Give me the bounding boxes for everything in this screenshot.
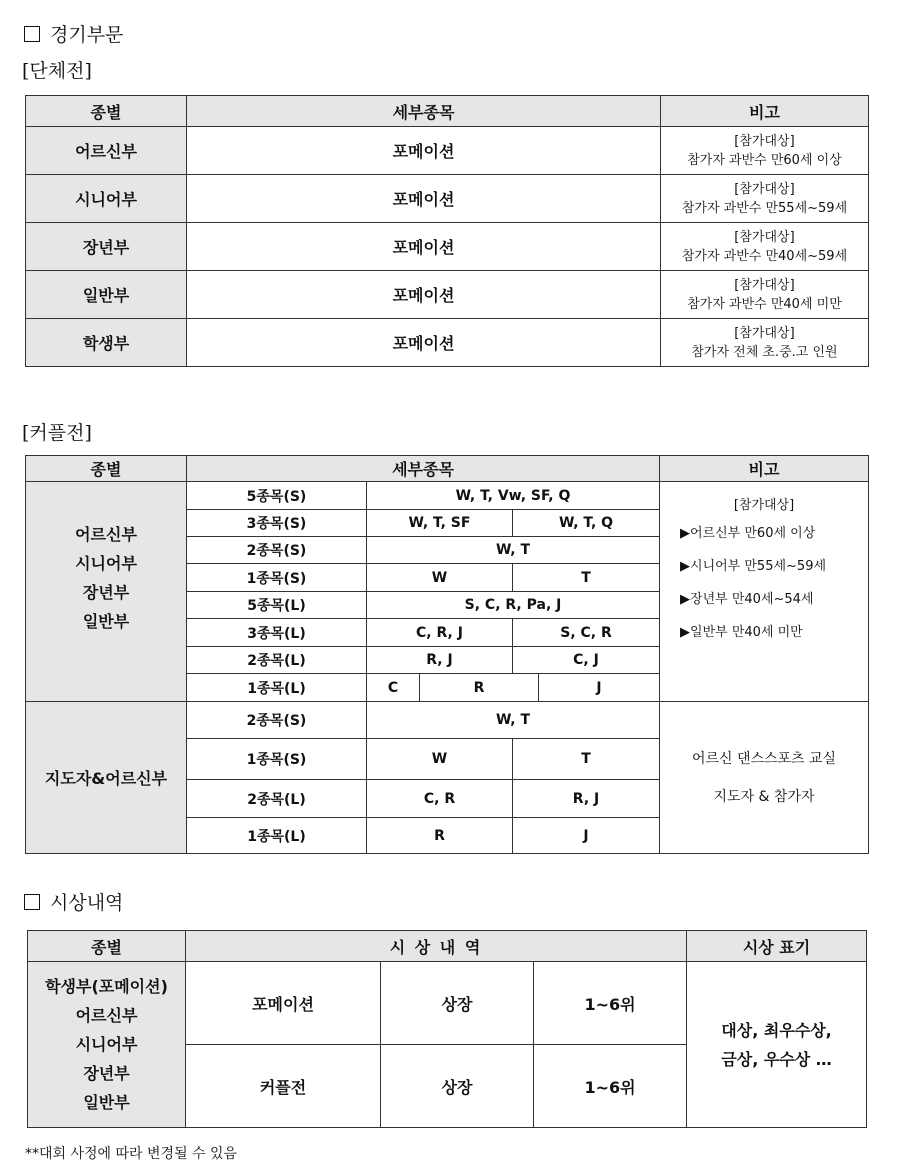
category-cell: 어르신부 — [26, 127, 187, 175]
note-line: 지도자 & 참가자 — [713, 788, 815, 805]
note-item: ▶일반부 만40세 미만 — [680, 625, 803, 640]
note-item: ▶어르신부 만60세 이상 — [680, 526, 816, 541]
header-note: 비고 — [661, 96, 869, 127]
note-cell — [661, 271, 869, 319]
square-outline-icon — [24, 26, 40, 42]
event-cell: 포메이션 — [187, 319, 661, 367]
couple-table — [25, 455, 869, 854]
dance-cell: W, T — [367, 702, 660, 739]
event-cell: 3종목(S) — [187, 510, 367, 537]
table-row — [26, 175, 869, 223]
event-cell: 포메이션 — [187, 175, 661, 223]
note-line: 어르신 댄스스포츠 교실 — [691, 750, 837, 767]
event-cell: 2종목(S) — [187, 702, 367, 739]
category-label: 시니어부 — [75, 1035, 138, 1054]
dance-cell: T — [513, 564, 660, 592]
dance-cell: W, T, Q — [513, 510, 660, 537]
team-table — [25, 95, 869, 367]
table-row — [26, 319, 869, 367]
event-cell: 포메이션 — [187, 223, 661, 271]
event-cell: 2종목(L) — [187, 780, 367, 818]
event-cell: 1종목(S) — [187, 564, 367, 592]
header-event: 세부종목 — [187, 96, 661, 127]
group1-category-cell — [26, 482, 187, 702]
section-heading-competition — [24, 20, 123, 47]
dance-cell: W, T, SF — [367, 510, 513, 537]
dance-cell: W — [367, 739, 513, 780]
category-label: 일반부 — [82, 611, 130, 631]
couple-subtitle: [커플전] — [22, 422, 92, 444]
note-title: [참가대상] — [733, 498, 795, 513]
section-heading-awards — [24, 888, 123, 915]
note-cell — [661, 319, 869, 367]
table-row — [26, 223, 869, 271]
event-cell: 5종목(S) — [187, 482, 367, 510]
note-line: 참가자 과반수 만60세 이상 — [687, 152, 842, 168]
prize-cell: 상장 — [381, 1045, 534, 1128]
marking-cell — [687, 962, 867, 1128]
dance-cell: R — [367, 818, 513, 854]
dance-cell: S, C, R, Pa, J — [367, 592, 660, 619]
category-label: 장년부 — [82, 582, 130, 602]
note-line: 참가자 과반수 만40세~59세 — [681, 248, 848, 264]
section-title: 시상내역 — [50, 892, 124, 914]
table-row — [26, 271, 869, 319]
header-category: 종별 — [28, 931, 186, 962]
event-cell: 커플전 — [186, 1045, 381, 1128]
team-subtitle: [단체전] — [22, 60, 92, 82]
category-cell: 학생부 — [26, 319, 187, 367]
event-cell: 3종목(L) — [187, 619, 367, 647]
category-label: 어르신부 — [75, 1006, 138, 1025]
category-label: 시니어부 — [75, 553, 137, 573]
header-event: 세부종목 — [187, 456, 660, 482]
note-cell — [661, 223, 869, 271]
event-cell: 1종목(L) — [187, 674, 367, 702]
header-category: 종별 — [26, 456, 187, 482]
group1-note-cell — [660, 482, 869, 702]
note-line: [참가대상] — [734, 277, 795, 293]
dance-cell: J — [513, 818, 660, 854]
marking-line: 대상, 최우수상, — [721, 1020, 832, 1040]
category-cell: 시니어부 — [26, 175, 187, 223]
note-line: [참가대상] — [734, 181, 795, 197]
dance-cell: S, C, R — [513, 619, 660, 647]
category-cell: 일반부 — [26, 271, 187, 319]
header-category: 종별 — [26, 96, 187, 127]
marking-line: 금상, 우수상 … — [721, 1049, 832, 1069]
event-cell: 1종목(S) — [187, 739, 367, 780]
event-cell: 2종목(L) — [187, 647, 367, 674]
header-details: 시 상 내 역 — [186, 931, 687, 962]
header-marking: 시상 표기 — [687, 931, 867, 962]
note-line: 참가자 과반수 만55세~59세 — [681, 200, 848, 216]
prize-cell: 상장 — [381, 962, 534, 1045]
event-cell: 5종목(L) — [187, 592, 367, 619]
category-label: 어르신부 — [75, 524, 137, 544]
table-row — [28, 962, 867, 1045]
dance-cell: R, J — [367, 647, 513, 674]
event-cell: 1종목(L) — [187, 818, 367, 854]
event-cell: 포메이션 — [187, 271, 661, 319]
dance-cell: W, T — [367, 537, 660, 564]
dance-cell: C — [367, 674, 420, 702]
group2-note-cell — [660, 702, 869, 854]
note-item: ▶시니어부 만55세~59세 — [680, 559, 827, 574]
note-item: ▶장년부 만40세~54세 — [680, 592, 814, 607]
dance-cell: C, R — [367, 780, 513, 818]
event-cell: 포메이션 — [187, 127, 661, 175]
awards-table — [27, 930, 867, 1128]
section-title: 경기부문 — [50, 24, 124, 46]
note-cell — [661, 127, 869, 175]
dance-cell: C, J — [513, 647, 660, 674]
category-label: 장년부 — [83, 1064, 130, 1083]
note-line: 참가자 전체 초.중.고 인원 — [691, 344, 838, 360]
category-cell: 장년부 — [26, 223, 187, 271]
note-line: [참가대상] — [734, 133, 795, 149]
awards-category-cell — [28, 962, 186, 1128]
dance-cell: T — [513, 739, 660, 780]
dance-cell: W, T, Vw, SF, Q — [367, 482, 660, 510]
event-cell: 2종목(S) — [187, 537, 367, 564]
event-cell: 포메이션 — [186, 962, 381, 1045]
table-row — [26, 482, 869, 510]
category-label: 학생부(포메이션) — [45, 977, 168, 996]
table-row — [26, 127, 869, 175]
header-note: 비고 — [660, 456, 869, 482]
dance-cell: J — [539, 674, 660, 702]
dance-cell: W — [367, 564, 513, 592]
table-row — [26, 702, 869, 739]
dance-cell: C, R, J — [367, 619, 513, 647]
category-label: 일반부 — [83, 1093, 130, 1112]
dance-cell: R — [420, 674, 539, 702]
dance-cell: R, J — [513, 780, 660, 818]
note-line: [참가대상] — [734, 325, 795, 341]
note-cell — [661, 175, 869, 223]
note-line: [참가대상] — [734, 229, 795, 245]
rank-cell: 1~6위 — [534, 1045, 687, 1128]
square-outline-icon — [24, 894, 40, 910]
rank-cell: 1~6위 — [534, 962, 687, 1045]
note-line: 참가자 과반수 만40세 미만 — [687, 296, 842, 312]
group2-category-cell: 지도자&어르신부 — [26, 702, 187, 854]
footnote: **대회 사정에 따라 변경될 수 있음 — [25, 1146, 238, 1162]
